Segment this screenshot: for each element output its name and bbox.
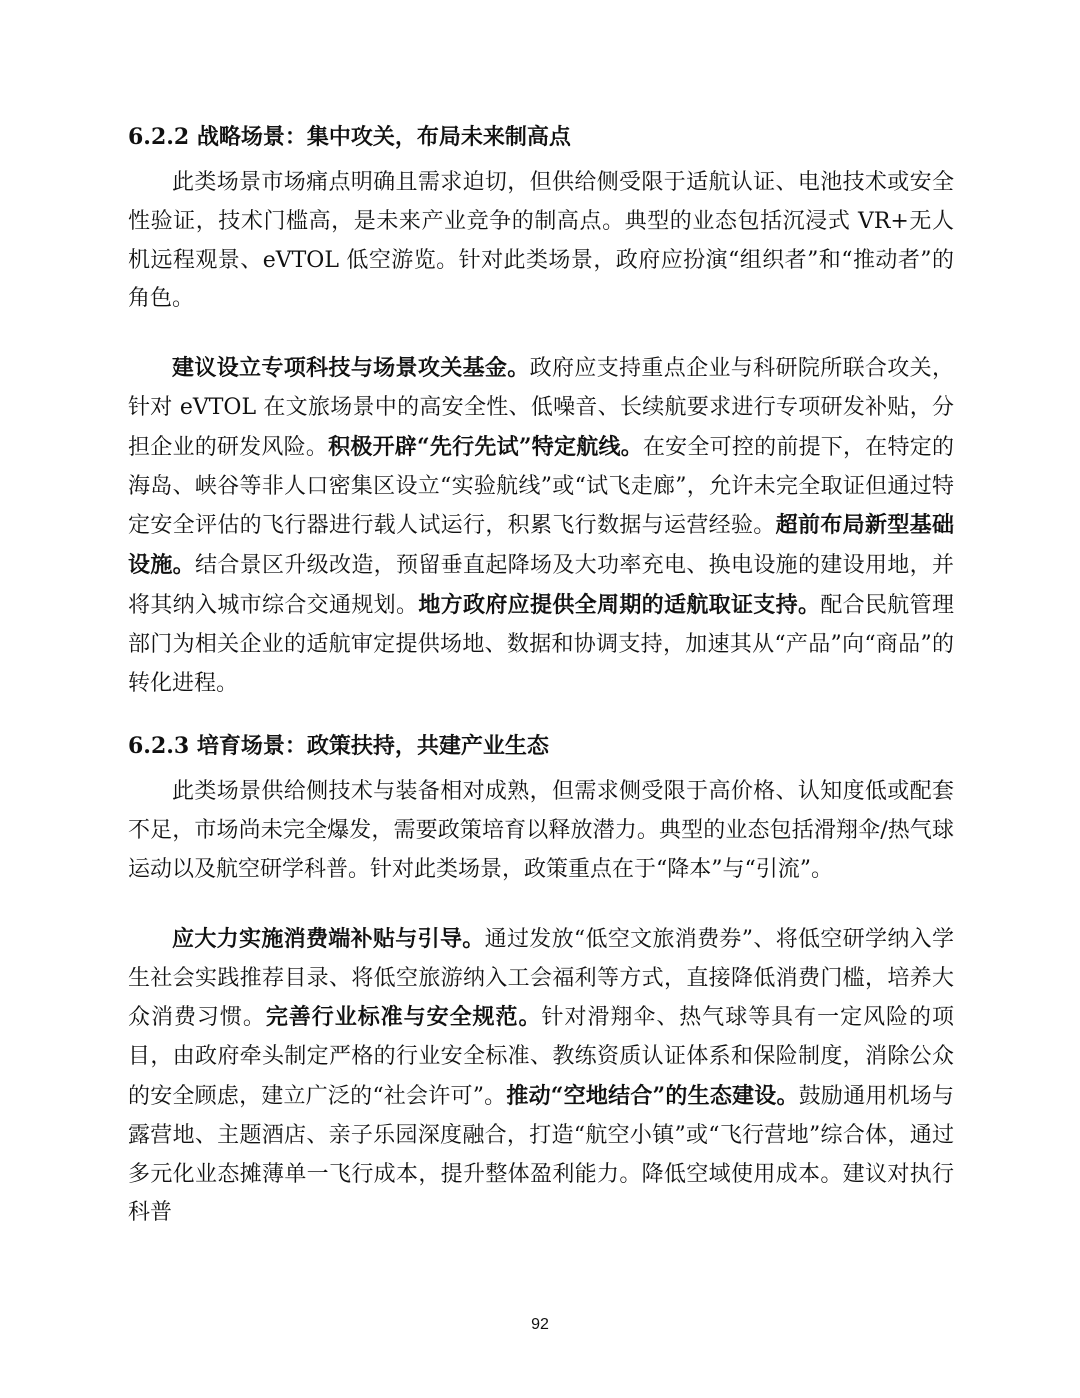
paragraph-cultivation-measures [128,920,954,1233]
document-page [128,122,954,1263]
bold-phrase: 超前布局新型基础设施。 [128,512,954,579]
body-text: 在安全可控的前提下，在特定的海岛、峡谷等非人口密集区设立“实验航线”或“试飞走廊”，允许未完全取证但通过特定安全评估的飞行器进行载人试运行，积累飞行数据与运营经验。 [128,434,954,539]
paragraph-strategic-intro: 此类场景市场痛点明确且需求迫切，但供给侧受限于适航认证、电池技术或安全性验证，技术门槛高，是未来产业竞争的制高点。典型的业态包括沉浸式 VR+无人机远程观景、eVTOL 低空游览。针对此类场景，政府应扮演“组织者”和“推动者”的角色。 [128,170,954,312]
section-heading-6-2-3: 6.2.3 培育场景：政策扶持，共建产业生态 [128,733,549,760]
bold-phrase: 积极开辟“先行先试”特定航线。 [328,433,643,460]
body-text: 配合民航管理部门为相关企业的适航审定提供场地、数据和协调支持，加速其从“产品”向“商品”的转化进程。 [128,592,954,696]
body-text: 鼓励通用机场与露营地、主题酒店、亲子乐园深度融合，打造“航空小镇”或“飞行营地”综合体，通过多元化业态摊薄单一飞行成本，提升整体盈利能力。降低空域使用成本。建议对执行科普 [128,1083,954,1226]
section-heading-6-2-2: 6.2.2 战略场景：集中攻关，布局未来制高点 [128,124,571,150]
body-text: 结合景区升级改造，预留垂直起降场及大功率充电、换电设施的建设用地，并将其纳入城市综合交通规划。 [128,553,954,618]
page-number: 92 [531,1316,549,1333]
body-text: 针对滑翔伞、热气球等具有一定风险的项目，由政府牵头制定严格的行业安全标准、教练资质认证体系和保险制度，消除公众的安全顾虑，建立广泛的“社会许可”。 [128,1005,954,1109]
bold-phrase: 完善行业标准与安全规范。 [265,1004,542,1031]
bold-phrase: 应大力实施消费端补贴与引导。 [172,925,485,952]
body-text: 政府应支持重点企业与科研院所联合攻关，针对 eVTOL 在文旅场景中的高安全性、低噪音、长续航要求进行专项研发补贴，分担企业的研发风险。 [128,356,954,460]
paragraph-cultivation-intro: 此类场景供给侧技术与装备相对成熟，但需求侧受限于高价格、认知度低或配套不足，市场尚未完全爆发，需要政策培育以释放潜力。典型的业态包括滑翔伞/热气球运动以及航空研学科普。针对此类场景，政策重点在于“降本”与“引流”。 [128,779,954,882]
bold-phrase: 地方政府应提供全周期的适航取证支持。 [418,591,821,618]
bold-phrase: 推动“空地结合”的生态建设。 [506,1082,799,1109]
paragraph-strategic-measures [128,349,954,703]
body-text: 通过发放“低空文旅消费券”、将低空研学纳入学生社会实践推荐目录、将低空旅游纳入工会福利等方式，直接降低消费门槛，培养大众消费习惯。 [128,926,954,1031]
bold-phrase: 建议设立专项科技与场景攻关基金。 [172,355,530,382]
